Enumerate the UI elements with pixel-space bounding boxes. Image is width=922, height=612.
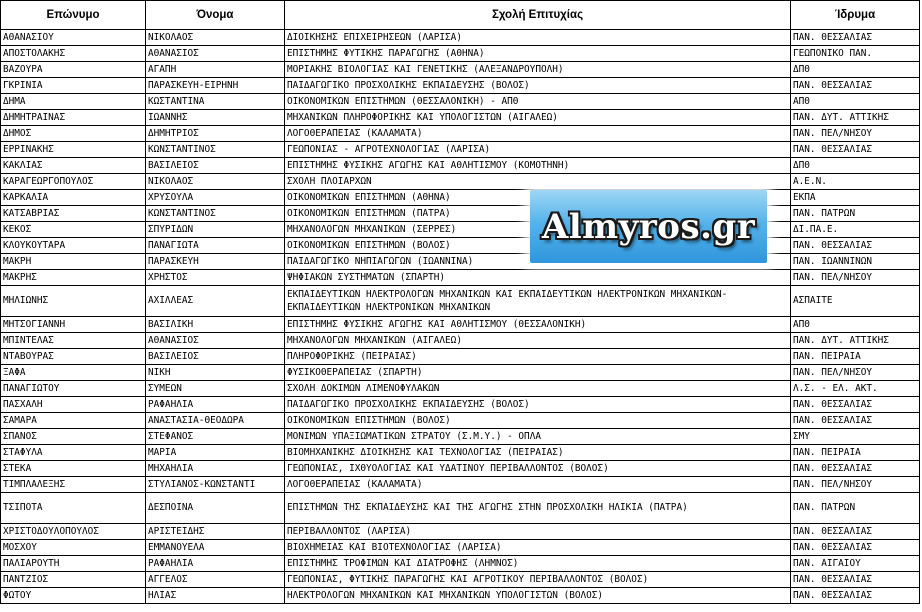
table-row [1,397,920,413]
cell-school: ΓΕΩΠΟΝΙΑΣ - ΑΓΡΟΤΕΧΝΟΛΟΓΙΑΣ (ΛΑΡΙΣΑ) [285,142,791,158]
cell-surname: ΣΤΕΚΑ [1,461,146,477]
cell-first-name: ΚΩΝΣΤΑΝΤΙΝΟΣ [146,142,285,158]
cell-first-name: ΔΗΜΗΤΡΙΟΣ [146,126,285,142]
table-row [1,174,920,190]
cell-first-name: ΝΙΚΟΛΑΟΣ [146,174,285,190]
cell-first-name: ΑΡΙΣΤΕΙΔΗΣ [146,524,285,540]
cell-institution: Α.Ε.Ν. [791,174,920,190]
table-row [1,238,920,254]
cell-school: ΒΙΟΧΗΜΕΙΑΣ ΚΑΙ ΒΙΟΤΕΧΝΟΛΟΓΙΑΣ (ΛΑΡΙΣΑ) [285,540,791,556]
cell-surname: ΚΕΚΟΣ [1,222,146,238]
header-surname: Επώνυμο [1,1,146,30]
cell-first-name: ΒΑΣΙΛΕΙΟΣ [146,349,285,365]
cell-surname: ΚΑΡΑΓΕΩΡΓΟΠΟΥΛΟΣ [1,174,146,190]
cell-surname: ΝΤΑΒΟΥΡΑΣ [1,349,146,365]
cell-first-name: ΣΥΜΕΩΝ [146,381,285,397]
table-row [1,254,920,270]
cell-school: ΓΕΩΠΟΝΙΑΣ, ΙΧΘΥΟΛΟΓΙΑΣ ΚΑΙ ΥΔΑΤΙΝΟΥ ΠΕΡΙΒΑΛΛΟΝΤΟΣ (ΒΟΛΟΣ) [285,461,791,477]
cell-surname: ΣΑΜΑΡΑ [1,413,146,429]
cell-school: ΠΑΙΔΑΓΩΓΙΚΟ ΠΡΟΣΧΟΛΙΚΗΣ ΕΚΠΑΙΔΕΥΣΗΣ (ΒΟΛΟΣ) [285,78,791,94]
cell-surname: ΕΡΡΙΝΑΚΗΣ [1,142,146,158]
table-row [1,429,920,445]
cell-school: ΕΠΙΣΤΗΜΗΣ ΦΥΣΙΚΗΣ ΑΓΩΓΗΣ ΚΑΙ ΑΘΛΗΤΙΣΜΟΥ (ΚΟΜΟΤΗΝΗ) [285,158,791,174]
cell-institution: ΠΑΝ. ΘΕΣΣΑΛΙΑΣ [791,540,920,556]
table-row [1,317,920,333]
cell-institution: ΠΑΝ. ΘΕΣΣΑΛΙΑΣ [791,524,920,540]
cell-first-name: ΡΑΦΑΗΛΙΑ [146,556,285,572]
cell-first-name: ΔΕΣΠΟΙΝΑ [146,493,285,524]
cell-surname: ΔΗΜΟΣ [1,126,146,142]
cell-institution: ΔΙ.ΠΑ.Ε. [791,222,920,238]
cell-surname: ΠΑΛΙΑΡΟΥΤΗ [1,556,146,572]
cell-school: ΜΗΧΑΝΙΚΩΝ ΠΛΗΡΟΦΟΡΙΚΗΣ ΚΑΙ ΥΠΟΛΟΓΙΣΤΩΝ (ΑΙΓΑΛΕΩ) [285,110,791,126]
cell-surname: ΣΠΑΝΟΣ [1,429,146,445]
cell-institution: ΠΑΝ. ΘΕΣΣΑΛΙΑΣ [791,30,920,46]
cell-institution: ΠΑΝ. ΘΕΣΣΑΛΙΑΣ [791,397,920,413]
cell-school: ΠΛΗΡΟΦΟΡΙΚΗΣ (ΠΕΙΡΑΙΑΣ) [285,349,791,365]
cell-school: ΕΠΙΣΤΗΜΗΣ ΦΥΤΙΚΗΣ ΠΑΡΑΓΩΓΗΣ (ΑΘΗΝΑ) [285,46,791,62]
cell-surname: ΠΑΝΤΖΙΟΣ [1,572,146,588]
cell-surname: ΚΑΚΛΙΑΣ [1,158,146,174]
table-row [1,126,920,142]
cell-institution: ΔΠΘ [791,158,920,174]
cell-first-name: ΑΓΑΠΗ [146,62,285,78]
cell-school: ΓΕΩΠΟΝΙΑΣ, ΦΥΤΙΚΗΣ ΠΑΡΑΓΩΓΗΣ ΚΑΙ ΑΓΡΟΤΙΚΟΥ ΠΕΡΙΒΑΛΛΟΝΤΟΣ (ΒΟΛΟΣ) [285,572,791,588]
cell-first-name: ΣΤΥΛΙΑΝΟΣ-ΚΩΝΣΤΑΝΤΙ [146,477,285,493]
table-row [1,445,920,461]
cell-first-name: ΠΑΡΑΣΚΕΥΗ [146,254,285,270]
cell-school: ΔΙΟΙΚΗΣΗΣ ΕΠΙΧΕΙΡΗΣΕΩΝ (ΛΑΡΙΣΑ) [285,30,791,46]
cell-first-name: ΒΑΣΙΛΙΚΗ [146,317,285,333]
cell-institution: ΠΑΝ. ΘΕΣΣΑΛΙΑΣ [791,238,920,254]
cell-school: ΒΙΟΜΗΧΑΝΙΚΗΣ ΔΙΟΙΚΗΣΗΣ ΚΑΙ ΤΕΧΝΟΛΟΓΙΑΣ (ΠΕΙΡΑΙΑΣ) [285,445,791,461]
cell-first-name: ΧΡΥΣΟΥΛΑ [146,190,285,206]
cell-first-name: ΣΠΥΡΙΔΩΝ [146,222,285,238]
cell-first-name: ΒΑΣΙΛΕΙΟΣ [146,158,285,174]
watermark-text: Almyros.gr [541,206,756,247]
cell-surname: ΚΑΤΣΑΒΡΙΑΣ [1,206,146,222]
cell-first-name: ΠΑΝΑΓΙΩΤΑ [146,238,285,254]
cell-institution: ΠΑΝ. ΠΕΙΡΑΙΑ [791,445,920,461]
cell-institution: ΠΑΝ. ΔΥΤ. ΑΤΤΙΚΗΣ [791,333,920,349]
cell-surname: ΔΗΜΑ [1,94,146,110]
cell-school: ΛΟΓΟΘΕΡΑΠΕΙΑΣ (ΚΑΛΑΜΑΤΑ) [285,477,791,493]
cell-institution: ΓΕΩΠΟΝΙΚΟ ΠΑΝ. [791,46,920,62]
table-row [1,142,920,158]
cell-institution: ΠΑΝ. ΠΕΛ/ΝΗΣΟΥ [791,126,920,142]
cell-surname: ΧΡΙΣΤΟΔΟΥΛΟΠΟΥΛΟΣ [1,524,146,540]
cell-school: ΠΕΡΙΒΑΛΛΟΝΤΟΣ (ΛΑΡΙΣΑ) [285,524,791,540]
cell-first-name: ΜΗΧΑΗΛΙΑ [146,461,285,477]
cell-first-name: ΣΤΕΦΑΝΟΣ [146,429,285,445]
cell-institution: ΠΑΝ. ΘΕΣΣΑΛΙΑΣ [791,78,920,94]
cell-surname: ΜΗΛΙΩΝΗΣ [1,286,146,317]
cell-institution: ΑΠΘ [791,94,920,110]
cell-first-name: ΚΩΝΣΤΑΝΤΙΝΟΣ [146,206,285,222]
table-body [1,30,920,604]
cell-school: ΟΙΚΟΝΟΜΙΚΩΝ ΕΠΙΣΤΗΜΩΝ (ΘΕΣΣΑΛΟΝΙΚΗ) - ΑΠΘ [285,94,791,110]
cell-surname: ΑΘΑΝΑΣΙΟΥ [1,30,146,46]
cell-surname: ΦΩΤΟΥ [1,588,146,604]
table-row [1,286,920,317]
table-row [1,413,920,429]
cell-first-name: ΝΙΚΟΛΑΟΣ [146,30,285,46]
cell-institution: ΠΑΝ. ΘΕΣΣΑΛΙΑΣ [791,142,920,158]
cell-institution: ΠΑΝ. ΠΕΛ/ΝΗΣΟΥ [791,270,920,286]
cell-institution: ΠΑΝ. ΙΩΑΝΝΙΝΩΝ [791,254,920,270]
table-row [1,222,920,238]
cell-first-name: ΧΡΗΣΤΟΣ [146,270,285,286]
table-row [1,540,920,556]
cell-institution: ΠΑΝ. ΠΕΙΡΑΙΑ [791,349,920,365]
cell-school: ΕΚΠΑΙΔΕΥΤΙΚΩΝ ΗΛΕΚΤΡΟΛΟΓΩΝ ΜΗΧΑΝΙΚΩΝ ΚΑΙ ΕΚΠΑΙΔΕΥΤΙΚΩΝ ΗΛΕΚΤΡΟΝΙΚΩΝ ΜΗΧΑΝΙΚΩΝ- ΕΚΠΑΙΔΕΥΤΙΚΩΝ ΗΛΕΚΤΡΟΝΙΚΩΝ ΜΗΧΑΝΙΚΩΝ [285,286,791,317]
table-row [1,365,920,381]
cell-institution: ΠΑΝ. ΔΥΤ. ΑΤΤΙΚΗΣ [791,110,920,126]
cell-school: ΟΙΚΟΝΟΜΙΚΩΝ ΕΠΙΣΤΗΜΩΝ (ΑΘΗΝΑ) [285,190,791,206]
cell-school: ΕΠΙΣΤΗΜΩΝ ΤΗΣ ΕΚΠΑΙΔΕΥΣΗΣ ΚΑΙ ΤΗΣ ΑΓΩΓΗΣ ΣΤΗΝ ΠΡΟΣΧΟΛΙΚΗ ΗΛΙΚΙΑ (ΠΑΤΡΑ) [285,493,791,524]
cell-institution: ΠΑΝ. ΘΕΣΣΑΛΙΑΣ [791,588,920,604]
cell-school: ΠΑΙΔΑΓΩΓΙΚΟ ΠΡΟΣΧΟΛΙΚΗΣ ΕΚΠΑΙΔΕΥΣΗΣ (ΒΟΛΟΣ) [285,397,791,413]
table-row [1,190,920,206]
table-row [1,493,920,524]
table-row [1,572,920,588]
header-first-name: Όνομα [146,1,285,30]
table-row [1,333,920,349]
table-row [1,46,920,62]
cell-school: ΜΟΡΙΑΚΗΣ ΒΙΟΛΟΓΙΑΣ ΚΑΙ ΓΕΝΕΤΙΚΗΣ (ΑΛΕΞΑΝΔΡΟΥΠΟΛΗ) [285,62,791,78]
cell-institution: ΠΑΝ. ΠΑΤΡΩΝ [791,493,920,524]
cell-institution: ΣΜΥ [791,429,920,445]
almyros-watermark-logo [530,190,767,263]
cell-institution: ΔΠΘ [791,62,920,78]
table-row [1,270,920,286]
table-row [1,30,920,46]
table-row [1,110,920,126]
cell-surname: ΚΑΡΚΑΛΙΑ [1,190,146,206]
cell-school: ΗΛΕΚΤΡΟΛΟΓΩΝ ΜΗΧΑΝΙΚΩΝ ΚΑΙ ΜΗΧΑΝΙΚΩΝ ΥΠΟΛΟΓΙΣΤΩΝ (ΒΟΛΟΣ) [285,588,791,604]
cell-school: ΟΙΚΟΝΟΜΙΚΩΝ ΕΠΙΣΤΗΜΩΝ (ΒΟΛΟΣ) [285,238,791,254]
cell-institution: ΠΑΝ. ΠΕΛ/ΝΗΣΟΥ [791,365,920,381]
header-school: Σχολή Επιτυχίας [285,1,791,30]
cell-surname: ΚΛΟΥΚΟΥΤΑΡΑ [1,238,146,254]
cell-institution: ΕΚΠΑ [791,190,920,206]
cell-surname: ΜΟΣΧΟΥ [1,540,146,556]
cell-surname: ΜΑΚΡΗΣ [1,270,146,286]
cell-school: ΟΙΚΟΝΟΜΙΚΩΝ ΕΠΙΣΤΗΜΩΝ (ΠΑΤΡΑ) [285,206,791,222]
cell-institution: ΠΑΝ. ΠΕΛ/ΝΗΣΟΥ [791,477,920,493]
cell-school: ΛΟΓΟΘΕΡΑΠΕΙΑΣ (ΚΑΛΑΜΑΤΑ) [285,126,791,142]
table-row [1,62,920,78]
cell-school: ΦΥΣΙΚΟΘΕΡΑΠΕΙΑΣ (ΣΠΑΡΤΗ) [285,365,791,381]
cell-institution: ΠΑΝ. ΘΕΣΣΑΛΙΑΣ [791,572,920,588]
cell-institution: Λ.Σ. - ΕΛ. ΑΚΤ. [791,381,920,397]
table-row [1,461,920,477]
table-row [1,588,920,604]
cell-first-name: ΕΜΜΑΝΟΥΕΛΑ [146,540,285,556]
cell-first-name: ΑΝΑΣΤΑΣΙΑ-ΘΕΟΔΩΡΑ [146,413,285,429]
cell-school: ΨΗΦΙΑΚΩΝ ΣΥΣΤΗΜΑΤΩΝ (ΣΠΑΡΤΗ) [285,270,791,286]
table-row [1,349,920,365]
cell-institution: ΠΑΝ. ΑΙΓΑΙΟΥ [791,556,920,572]
cell-surname: ΓΚΡΙΝΙΑ [1,78,146,94]
cell-first-name: ΗΛΙΑΣ [146,588,285,604]
table-header-row [1,1,920,30]
cell-first-name: ΑΧΙΛΛΕΑΣ [146,286,285,317]
table-row [1,381,920,397]
cell-first-name: ΡΑΦΑΗΛΙΑ [146,397,285,413]
table-row [1,206,920,222]
cell-surname: ΞΑΦΑ [1,365,146,381]
table-row [1,477,920,493]
cell-surname: ΣΤΑΦΥΛΑ [1,445,146,461]
cell-school: ΠΑΙΔΑΓΩΓΙΚΟ ΝΗΠΙΑΓΩΓΩΝ (ΙΩΑΝΝΙΝΑ) [285,254,791,270]
cell-school: ΣΧΟΛΗ ΠΛΟΙΑΡΧΩΝ [285,174,791,190]
cell-surname: ΑΠΟΣΤΟΛΑΚΗΣ [1,46,146,62]
cell-first-name: ΝΙΚΗ [146,365,285,381]
table-row [1,524,920,540]
cell-school: ΜΗΧΑΝΟΛΟΓΩΝ ΜΗΧΑΝΙΚΩΝ (ΑΙΓΑΛΕΩ) [285,333,791,349]
cell-surname: ΜΠΙΝΤΕΛΑΣ [1,333,146,349]
cell-first-name: ΜΑΡΙΑ [146,445,285,461]
cell-surname: ΠΑΣΧΑΛΗ [1,397,146,413]
cell-school: ΜΗΧΑΝΟΛΟΓΩΝ ΜΗΧΑΝΙΚΩΝ (ΣΕΡΡΕΣ) [285,222,791,238]
header-institution: Ίδρυμα [791,1,920,30]
table-row [1,158,920,174]
cell-institution: ΠΑΝ. ΘΕΣΣΑΛΙΑΣ [791,413,920,429]
cell-school: ΕΠΙΣΤΗΜΗΣ ΦΥΣΙΚΗΣ ΑΓΩΓΗΣ ΚΑΙ ΑΘΛΗΤΙΣΜΟΥ (ΘΕΣΣΑΛΟΝΙΚΗ) [285,317,791,333]
table-row [1,556,920,572]
cell-first-name: ΑΓΓΕΛΟΣ [146,572,285,588]
cell-surname: ΠΑΝΑΓΙΩΤΟΥ [1,381,146,397]
cell-first-name: ΠΑΡΑΣΚΕΥΗ-ΕΙΡΗΝΗ [146,78,285,94]
cell-institution: ΠΑΝ. ΘΕΣΣΑΛΙΑΣ [791,461,920,477]
cell-institution: ΑΠΘ [791,317,920,333]
cell-institution: ΠΑΝ. ΠΑΤΡΩΝ [791,206,920,222]
cell-first-name: ΚΩΣΤΑΝΤΙΝΑ [146,94,285,110]
cell-surname: ΒΑΖΟΥΡΑ [1,62,146,78]
cell-first-name: ΑΘΑΝΑΣΙΟΣ [146,333,285,349]
cell-first-name: ΑΘΑΝΑΣΙΟΣ [146,46,285,62]
table-row [1,78,920,94]
cell-surname: ΔΗΜΗΤΡΑΙΝΑΣ [1,110,146,126]
cell-school: ΜΟΝΙΜΩΝ ΥΠΑΞΙΩΜΑΤΙΚΩΝ ΣΤΡΑΤΟΥ (Σ.Μ.Υ.) - ΟΠΛΑ [285,429,791,445]
cell-school: ΟΙΚΟΝΟΜΙΚΩΝ ΕΠΙΣΤΗΜΩΝ (ΒΟΛΟΣ) [285,413,791,429]
cell-surname: ΜΑΚΡΗ [1,254,146,270]
cell-surname: ΤΙΜΠΛΑΛΕΞΗΣ [1,477,146,493]
cell-surname: ΜΗΤΣΟΓΙΑΝΝΗ [1,317,146,333]
table-row [1,94,920,110]
cell-institution: ΑΣΠΑΙΤΕ [791,286,920,317]
cell-school: ΣΧΟΛΗ ΔΟΚΙΜΩΝ ΛΙΜΕΝΟΦΥΛΑΚΩΝ [285,381,791,397]
cell-surname: ΤΣΙΠΟΤΑ [1,493,146,524]
cell-school: ΕΠΙΣΤΗΜΗΣ ΤΡΟΦΙΜΩΝ ΚΑΙ ΔΙΑΤΡΟΦΗΣ (ΛΗΜΝΟΣ) [285,556,791,572]
cell-first-name: ΙΩΑΝΝΗΣ [146,110,285,126]
